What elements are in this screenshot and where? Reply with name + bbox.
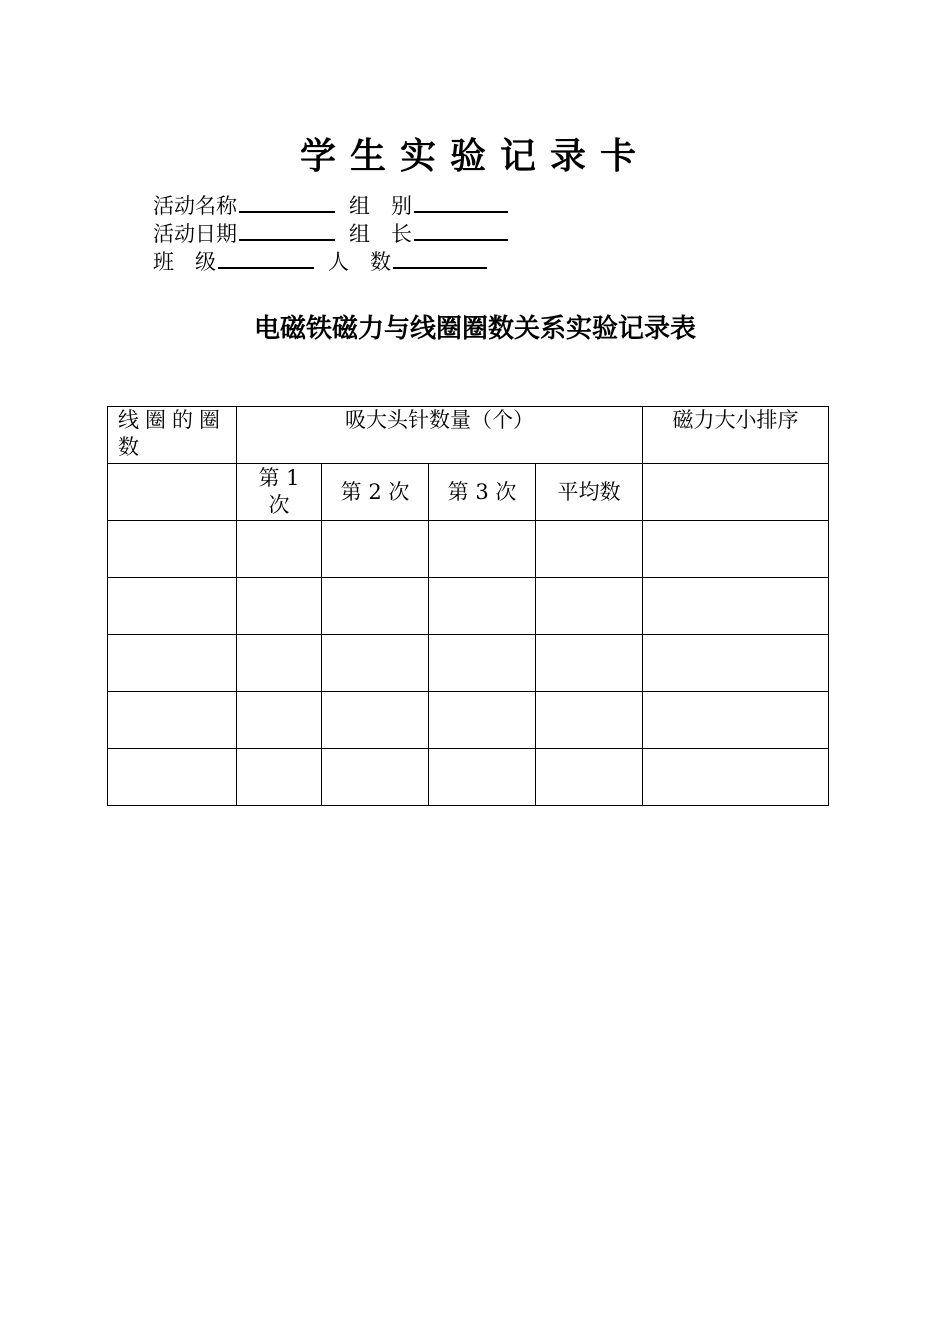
table-cell[interactable]: [322, 749, 429, 806]
header-force-rank: 磁力大小排序: [643, 407, 829, 464]
info-section: [153, 192, 522, 276]
table-row: [108, 692, 829, 749]
info-row-3: [153, 248, 522, 276]
record-table: [107, 406, 829, 806]
table-cell[interactable]: [108, 635, 237, 692]
table-cell[interactable]: [536, 521, 643, 578]
activity-name-label: 活动名称: [153, 194, 237, 218]
subheader-trial-2: 第 2 次: [322, 464, 429, 521]
header-coil-turns: 线圈的圈数: [108, 407, 237, 464]
table-cell[interactable]: [429, 578, 536, 635]
table-cell[interactable]: [643, 635, 829, 692]
table-cell[interactable]: [429, 521, 536, 578]
table-cell[interactable]: [108, 464, 237, 521]
table-cell[interactable]: [237, 521, 322, 578]
class-label: 班 级: [153, 250, 216, 274]
table-cell[interactable]: [429, 749, 536, 806]
page-title: 学生实验记录卡: [299, 136, 650, 177]
table-cell[interactable]: [108, 749, 237, 806]
table-cell[interactable]: [108, 521, 237, 578]
table-cell[interactable]: [322, 578, 429, 635]
group-blank: [414, 192, 508, 213]
table-cell[interactable]: [429, 692, 536, 749]
leader-label: 组 长: [349, 222, 412, 246]
subheader-trial-1: 第 1 次: [237, 464, 322, 521]
info-row-2: [153, 220, 522, 248]
header-row: [108, 407, 829, 464]
table-cell[interactable]: [237, 635, 322, 692]
table-cell[interactable]: [322, 692, 429, 749]
table-cell[interactable]: [237, 749, 322, 806]
table-row: [108, 521, 829, 578]
table-cell[interactable]: [643, 521, 829, 578]
activity-date-blank: [239, 220, 335, 241]
header-pins-count: 吸大头针数量（个）: [237, 407, 643, 464]
table-cell[interactable]: [643, 464, 829, 521]
info-row-1: [153, 192, 522, 220]
table-cell[interactable]: [322, 521, 429, 578]
subheader-row: [108, 464, 829, 521]
table-cell[interactable]: [643, 749, 829, 806]
table-cell[interactable]: [108, 578, 237, 635]
activity-name-blank: [239, 192, 335, 213]
table-cell[interactable]: [237, 692, 322, 749]
leader-blank: [414, 220, 508, 241]
group-label: 组 别: [349, 194, 412, 218]
subheader-trial-3: 第 3 次: [429, 464, 536, 521]
table-cell[interactable]: [429, 635, 536, 692]
table-cell[interactable]: [536, 578, 643, 635]
table-row: [108, 635, 829, 692]
table-cell[interactable]: [536, 692, 643, 749]
table-cell[interactable]: [322, 635, 429, 692]
activity-date-label: 活动日期: [153, 222, 237, 246]
table-cell[interactable]: [643, 578, 829, 635]
subheader-average: 平均数: [536, 464, 643, 521]
table-cell[interactable]: [108, 692, 237, 749]
table-cell[interactable]: [237, 578, 322, 635]
count-label: 人 数: [328, 250, 391, 274]
count-blank: [393, 248, 487, 269]
table-cell[interactable]: [536, 635, 643, 692]
table-row: [108, 578, 829, 635]
table-row: [108, 749, 829, 806]
table-cell[interactable]: [536, 749, 643, 806]
table-cell[interactable]: [643, 692, 829, 749]
class-blank: [218, 248, 314, 269]
table-title: 电磁铁磁力与线圈圈数关系实验记录表: [253, 314, 696, 344]
